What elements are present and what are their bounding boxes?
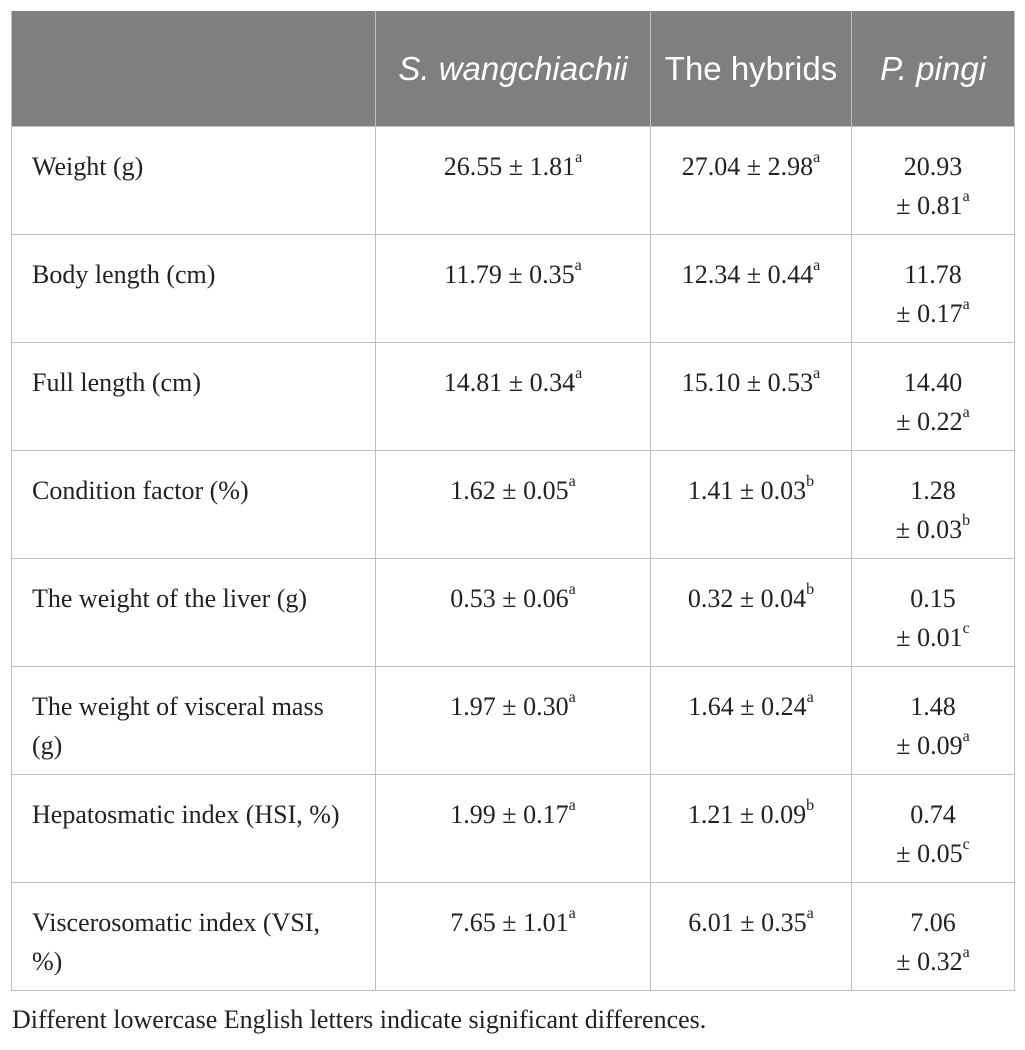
value-error-line [852, 726, 1014, 765]
row-label: Condition factor (%) [12, 451, 376, 559]
value-text: 11.79 ± 0.35 [444, 260, 575, 289]
value-error: ± 0.81 [896, 191, 963, 220]
value-error-line [852, 942, 1014, 981]
value-error-line [852, 618, 1014, 657]
significance-letter: a [962, 944, 970, 962]
value-cell [852, 343, 1015, 451]
value-error-line [852, 402, 1014, 441]
value-cell [852, 667, 1015, 775]
table-row [12, 127, 1015, 235]
value-cell [852, 127, 1015, 235]
value-error: ± 0.03 [895, 515, 963, 544]
value-cell [376, 127, 651, 235]
value-cell [376, 775, 651, 883]
row-label: Weight (g) [12, 127, 376, 235]
value-error-line [852, 294, 1014, 333]
header-cell-s-wangchiachii: S. wangchiachii [376, 11, 651, 127]
value-cell [376, 343, 651, 451]
table-row [12, 343, 1015, 451]
table-row [12, 559, 1015, 667]
significance-letter: b [962, 512, 971, 530]
significance-letter: a [813, 257, 821, 275]
header-row [12, 11, 1015, 127]
value-error: ± 0.01 [896, 623, 963, 652]
significance-letter: a [574, 257, 582, 275]
value-mean: 7.06 [910, 908, 956, 937]
row-label: Body length (cm) [12, 235, 376, 343]
significance-letter: a [806, 905, 814, 923]
value-mean: 1.48 [910, 692, 956, 721]
row-label: The weight of visceral mass (g) [12, 667, 376, 775]
significance-letter: a [568, 473, 576, 491]
value-mean: 0.74 [910, 800, 956, 829]
value-cell [651, 667, 852, 775]
table-row [12, 883, 1015, 991]
row-label: The weight of the liver (g) [12, 559, 376, 667]
value-text: 27.04 ± 2.98 [681, 152, 814, 181]
value-cell [651, 775, 852, 883]
value-cell [852, 775, 1015, 883]
value-cell [852, 883, 1015, 991]
value-cell [651, 559, 852, 667]
significance-letter: c [962, 836, 970, 854]
table-footnote: Different lowercase English letters indicate significant differences. [12, 1005, 707, 1034]
significance-letter: b [806, 473, 815, 491]
value-cell [651, 235, 852, 343]
value-text: 1.64 ± 0.24 [688, 692, 807, 721]
value-text: 1.99 ± 0.17 [450, 800, 569, 829]
value-cell [651, 343, 852, 451]
value-error-line [852, 510, 1014, 549]
value-cell [852, 235, 1015, 343]
value-cell [376, 235, 651, 343]
significance-letter: a [575, 149, 583, 167]
significance-letter: a [962, 296, 970, 314]
value-cell [376, 451, 651, 559]
table-row [12, 235, 1015, 343]
value-cell [651, 883, 852, 991]
value-error: ± 0.32 [896, 947, 963, 976]
significance-letter: a [806, 689, 814, 707]
significance-letter: a [568, 905, 576, 923]
significance-letter: a [962, 728, 970, 746]
value-error-line [852, 186, 1014, 225]
value-cell [852, 451, 1015, 559]
value-text: 12.34 ± 0.44 [681, 260, 814, 289]
value-text: 26.55 ± 1.81 [443, 152, 576, 181]
significance-letter: a [962, 188, 970, 206]
value-mean: 20.93 [903, 152, 963, 181]
value-text: 6.01 ± 0.35 [688, 908, 807, 937]
value-error: ± 0.09 [896, 731, 963, 760]
value-text: 7.65 ± 1.01 [450, 908, 569, 937]
value-cell [651, 451, 852, 559]
value-text: 1.97 ± 0.30 [450, 692, 569, 721]
header-cell-p-pingi: P. pingi [852, 11, 1015, 127]
value-text: 0.53 ± 0.06 [450, 584, 569, 613]
significance-letter: a [568, 689, 576, 707]
significance-letter: b [806, 797, 815, 815]
value-cell [376, 559, 651, 667]
value-text: 1.21 ± 0.09 [687, 800, 807, 829]
value-cell [376, 883, 651, 991]
value-text: 0.32 ± 0.04 [687, 584, 807, 613]
significance-letter: c [962, 620, 970, 638]
value-mean: 14.40 [903, 368, 963, 397]
header-cell-hybrids: The hybrids [651, 11, 852, 127]
row-label: Full length (cm) [12, 343, 376, 451]
value-mean: 0.15 [910, 584, 956, 613]
row-label: Hepatosmatic index (HSI, %) [12, 775, 376, 883]
data-table [11, 11, 1015, 991]
value-text: 15.10 ± 0.53 [681, 368, 814, 397]
value-error: ± 0.17 [896, 299, 963, 328]
value-error: ± 0.22 [896, 407, 963, 436]
value-cell [376, 667, 651, 775]
header-cell-empty [12, 11, 376, 127]
value-mean: 11.78 [904, 260, 962, 289]
table-row [12, 667, 1015, 775]
significance-letter: a [813, 365, 821, 383]
value-error: ± 0.05 [896, 839, 963, 868]
value-cell [651, 127, 852, 235]
table-row [12, 451, 1015, 559]
significance-letter: a [575, 365, 583, 383]
value-error-line [852, 834, 1014, 873]
value-text: 1.41 ± 0.03 [687, 476, 807, 505]
significance-letter: a [962, 404, 970, 422]
table-row [12, 775, 1015, 883]
row-label: Viscerosomatic index (VSI, %) [12, 883, 376, 991]
value-mean: 1.28 [910, 476, 956, 505]
value-text: 1.62 ± 0.05 [450, 476, 569, 505]
value-text: 14.81 ± 0.34 [443, 368, 576, 397]
significance-letter: a [813, 149, 821, 167]
significance-letter: a [568, 581, 576, 599]
significance-letter: a [568, 797, 576, 815]
data-table-container [11, 11, 1014, 991]
value-cell [852, 559, 1015, 667]
significance-letter: b [806, 581, 815, 599]
